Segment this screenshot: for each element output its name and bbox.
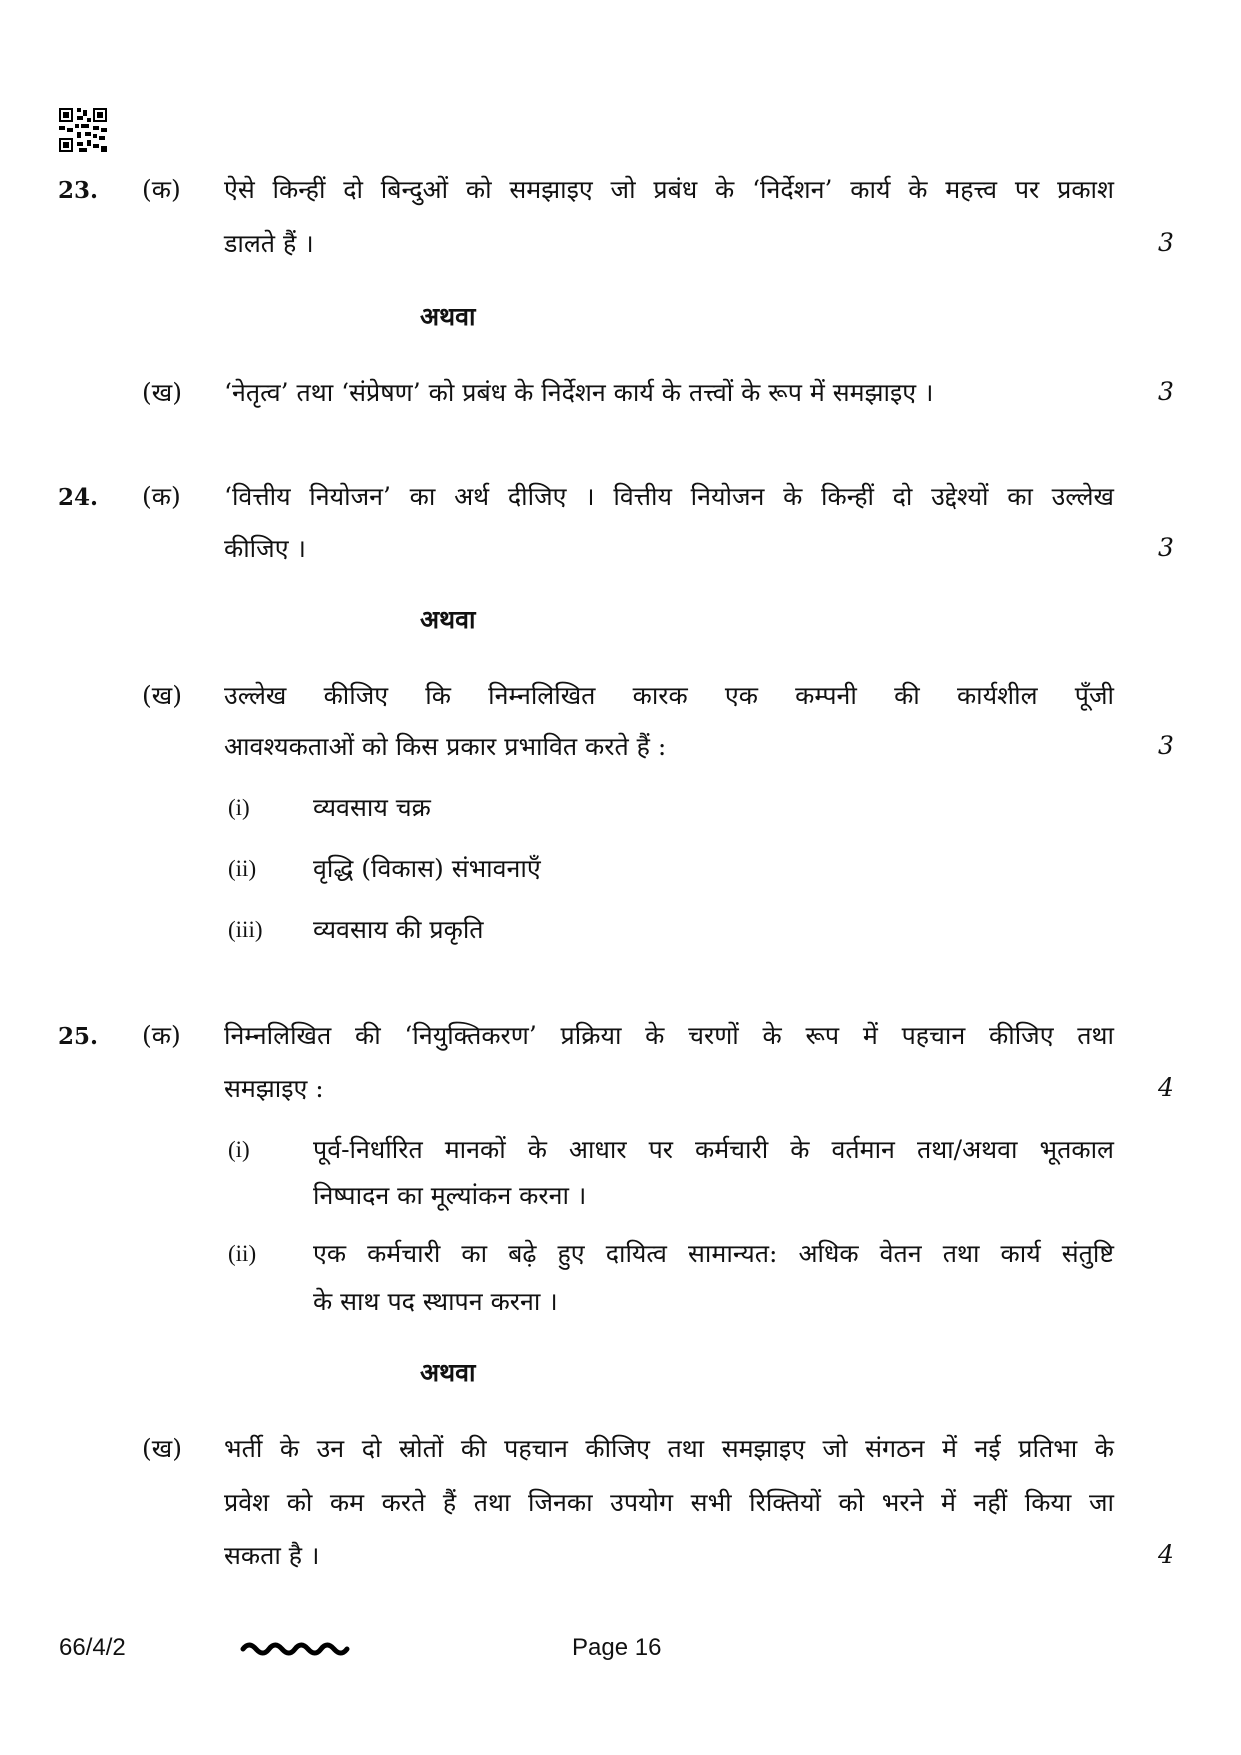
question-text-line: समझाइए :	[224, 1074, 324, 1103]
part-label: (क)	[142, 1021, 181, 1050]
part-label: (ख)	[142, 378, 182, 407]
item-text: व्यवसाय की प्रकृति	[313, 915, 484, 944]
question-text-line: आवश्यकताओं को किस प्रकार प्रभावित करते हैं :	[224, 732, 667, 761]
question-text-line: ‘नेतृत्व’ तथा ‘संप्रेषण’ को प्रबंध के निर्देशन कार्य के तत्त्वों के रूप में समझाइए ।	[224, 378, 934, 407]
paper-code: 66/4/2	[59, 1634, 126, 1661]
marks: 3	[1158, 377, 1174, 406]
question-text-line: निम्नलिखित की ‘नियुक्तिकरण’ प्रक्रिया के चरणों के रूप में पहचान कीजिए तथा	[224, 1021, 1114, 1050]
question-text-line: ‘वित्तीय नियोजन’ का अर्थ दीजिए । वित्तीय नियोजन के किन्हीं दो उद्देश्यों का उल्लेख	[224, 482, 1114, 511]
item-label: (i)	[228, 1137, 250, 1162]
item-text-line: निष्पादन का मूल्यांकन करना ।	[313, 1181, 587, 1210]
item-text-line: पूर्व-निर्धारित मानकों के आधार पर कर्मचारी के वर्तमान तथा/अथवा भूतकाल	[313, 1135, 1114, 1164]
or-label: अथवा	[420, 1358, 476, 1387]
marks: 3	[1158, 228, 1174, 257]
marks: 4	[1158, 1540, 1174, 1569]
page-number: Page 16	[572, 1634, 662, 1661]
item-text: व्यवसाय चक्र	[313, 793, 431, 822]
item-label: (iii)	[228, 917, 263, 942]
part-label: (क)	[142, 482, 181, 511]
question-text-line: प्रवेश को कम करते हैं तथा जिनका उपयोग सभी रिक्तियों को भरने में नहीं किया जा	[224, 1488, 1114, 1517]
item-text-line: के साथ पद स्थापन करना ।	[313, 1287, 558, 1316]
question-text-line: सकता है ।	[224, 1541, 320, 1570]
question-number: 24.	[58, 484, 99, 511]
part-label: (ख)	[142, 681, 182, 710]
item-label: (ii)	[228, 1241, 257, 1266]
item-text-line: एक कर्मचारी का बढ़े हुए दायित्व सामान्यत: अधिक वेतन तथा कार्य संतुष्टि	[313, 1239, 1114, 1268]
part-label: (क)	[142, 175, 181, 204]
qr-code-icon	[59, 108, 107, 152]
part-label: (ख)	[142, 1434, 182, 1463]
wave-ornament-icon	[240, 1637, 355, 1659]
question-text-line: डालते हैं ।	[224, 229, 314, 258]
marks: 3	[1158, 533, 1174, 562]
or-label: अथवा	[420, 302, 476, 331]
marks: 3	[1158, 731, 1174, 760]
question-text-line: उल्लेख कीजिए कि निम्नलिखित कारक एक कम्पनी की कार्यशील पूँजी	[224, 681, 1114, 710]
or-label: अथवा	[420, 605, 476, 634]
item-label: (ii)	[228, 856, 257, 881]
item-text: वृद्धि (विकास) संभावनाएँ	[313, 854, 541, 883]
question-number: 25.	[58, 1023, 99, 1050]
question-text-line: ऐसे किन्हीं दो बिन्दुओं को समझाइए जो प्रबंध के ‘निर्देशन’ कार्य के महत्त्व पर प्रकाश	[224, 175, 1114, 204]
question-text-line: भर्ती के उन दो स्रोतों की पहचान कीजिए तथा समझाइए जो संगठन में नई प्रतिभा के	[224, 1434, 1114, 1463]
question-text-line: कीजिए ।	[224, 534, 306, 563]
question-number: 23.	[58, 177, 99, 204]
marks: 4	[1158, 1073, 1174, 1102]
item-label: (i)	[228, 795, 250, 820]
